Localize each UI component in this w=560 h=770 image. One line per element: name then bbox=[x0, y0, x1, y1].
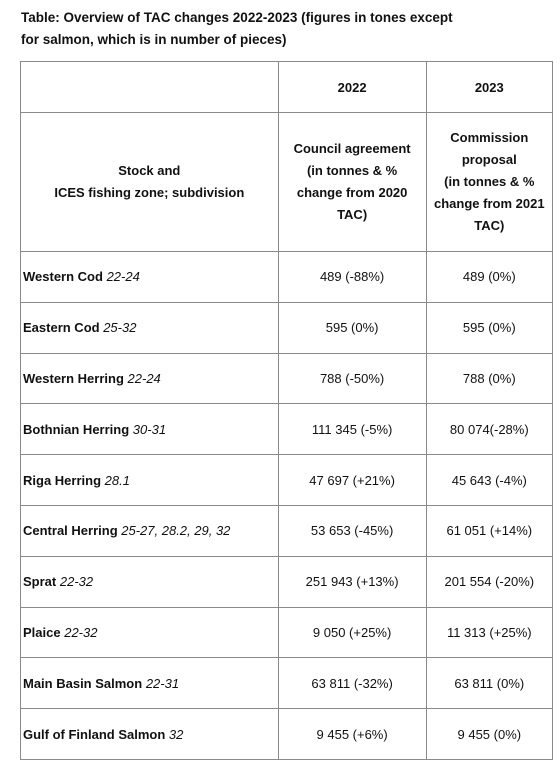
stock-name: Gulf of Finland Salmon bbox=[23, 726, 166, 742]
ices-zone: 25-27, 28.2, 29, 32 bbox=[121, 523, 231, 539]
table-row bbox=[21, 607, 553, 658]
header-stock-line-1: Stock and bbox=[118, 163, 181, 178]
stock-name: Sprat bbox=[23, 574, 57, 590]
value-2023-cell: 45 643 (-4%) bbox=[426, 455, 552, 506]
stock-cell bbox=[21, 404, 279, 455]
ices-zone: 30-31 bbox=[132, 421, 167, 437]
value-2023-cell: 11 313 (+25%) bbox=[426, 607, 552, 658]
header-2023-line-3: (in tonnes & % bbox=[444, 174, 535, 189]
value-2023-cell: 63 811 (0%) bbox=[426, 658, 552, 709]
header-2023-line-1: Commission bbox=[450, 130, 529, 145]
value-2022-cell: 63 811 (-32%) bbox=[278, 658, 426, 709]
ices-zone: 28.1 bbox=[104, 472, 130, 488]
value-2022-cell: 9 455 (+6%) bbox=[278, 709, 426, 760]
table-row bbox=[21, 709, 553, 760]
stock-cell bbox=[21, 709, 279, 760]
stock-cell bbox=[21, 302, 279, 353]
stock-cell bbox=[21, 607, 279, 658]
value-2022-cell: 53 653 (-45%) bbox=[278, 505, 426, 556]
value-2022-cell: 788 (-50%) bbox=[278, 353, 426, 404]
value-2022-cell: 251 943 (+13%) bbox=[278, 556, 426, 607]
table-row bbox=[21, 302, 553, 353]
ices-zone: 25-32 bbox=[103, 320, 137, 336]
stock-cell bbox=[21, 505, 279, 556]
value-2023-cell: 489 (0%) bbox=[426, 252, 552, 303]
ices-zone: 32 bbox=[168, 726, 184, 742]
header-2023-line-5: TAC) bbox=[474, 218, 505, 233]
stock-name: Bothnian Herring bbox=[23, 421, 130, 437]
stock-cell bbox=[21, 455, 279, 506]
header-row-years bbox=[21, 62, 553, 113]
header-row-descriptions bbox=[21, 113, 553, 252]
value-2022-cell: 489 (-88%) bbox=[278, 252, 426, 303]
value-2023-cell: 9 455 (0%) bbox=[426, 709, 552, 760]
header-2023-line-4: change from 2021 bbox=[434, 196, 545, 211]
header-2022-line-3: change from 2020 bbox=[296, 185, 408, 200]
stock-cell bbox=[21, 556, 279, 607]
header-2022-line-2: (in tonnes & % bbox=[306, 163, 398, 178]
ices-zone: 22-32 bbox=[64, 624, 98, 640]
header-2023-desc-cell bbox=[426, 113, 552, 252]
ices-zone: 22-24 bbox=[106, 269, 140, 285]
stock-name: Western Cod bbox=[23, 269, 103, 285]
header-stock-cell bbox=[21, 113, 279, 252]
header-2022-desc-cell bbox=[278, 113, 426, 252]
header-2022-line-4: TAC) bbox=[337, 207, 368, 222]
tac-table bbox=[20, 61, 553, 760]
value-2023-cell: 788 (0%) bbox=[426, 353, 552, 404]
header-empty-cell bbox=[21, 62, 279, 113]
table-row bbox=[21, 455, 553, 506]
caption-line-1: Table: Overview of TAC changes 2022-2023 (figures in tones except bbox=[21, 10, 453, 25]
stock-cell bbox=[21, 252, 279, 303]
ices-zone: 22-24 bbox=[127, 370, 161, 386]
value-2023-cell: 595 (0%) bbox=[426, 302, 552, 353]
stock-name: Central Herring bbox=[23, 523, 118, 539]
header-stock-line-2: ICES fishing zone; subdivision bbox=[54, 185, 245, 200]
header-year-2023: 2023 bbox=[426, 62, 552, 113]
table-row bbox=[21, 658, 553, 709]
table-row bbox=[21, 353, 553, 404]
header-2022-line-1: Council agreement bbox=[293, 141, 411, 156]
stock-name: Main Basin Salmon bbox=[23, 675, 143, 691]
value-2023-cell: 61 051 (+14%) bbox=[426, 505, 552, 556]
stock-cell bbox=[21, 658, 279, 709]
stock-cell bbox=[21, 353, 279, 404]
caption-line-2: for salmon, which is in number of pieces) bbox=[21, 32, 287, 47]
value-2022-cell: 595 (0%) bbox=[278, 302, 426, 353]
value-2022-cell: 47 697 (+21%) bbox=[278, 455, 426, 506]
header-2023-line-2: proposal bbox=[461, 152, 517, 167]
value-2022-cell: 111 345 (-5%) bbox=[278, 404, 426, 455]
ices-zone: 22-32 bbox=[59, 574, 94, 590]
stock-name: Eastern Cod bbox=[23, 320, 100, 336]
value-2022-cell: 9 050 (+25%) bbox=[278, 607, 426, 658]
stock-name: Riga Herring bbox=[23, 472, 102, 488]
table-row bbox=[21, 404, 553, 455]
stock-name: Plaice bbox=[23, 624, 61, 640]
stock-name: Western Herring bbox=[23, 370, 124, 386]
ices-zone: 22-31 bbox=[145, 675, 180, 691]
value-2023-cell: 80 074(-28%) bbox=[426, 404, 552, 455]
table-caption bbox=[21, 7, 541, 51]
table-row bbox=[21, 505, 553, 556]
value-2023-cell: 201 554 (-20%) bbox=[426, 556, 552, 607]
header-year-2022: 2022 bbox=[278, 62, 426, 113]
table-row bbox=[21, 252, 553, 303]
table-row bbox=[21, 556, 553, 607]
